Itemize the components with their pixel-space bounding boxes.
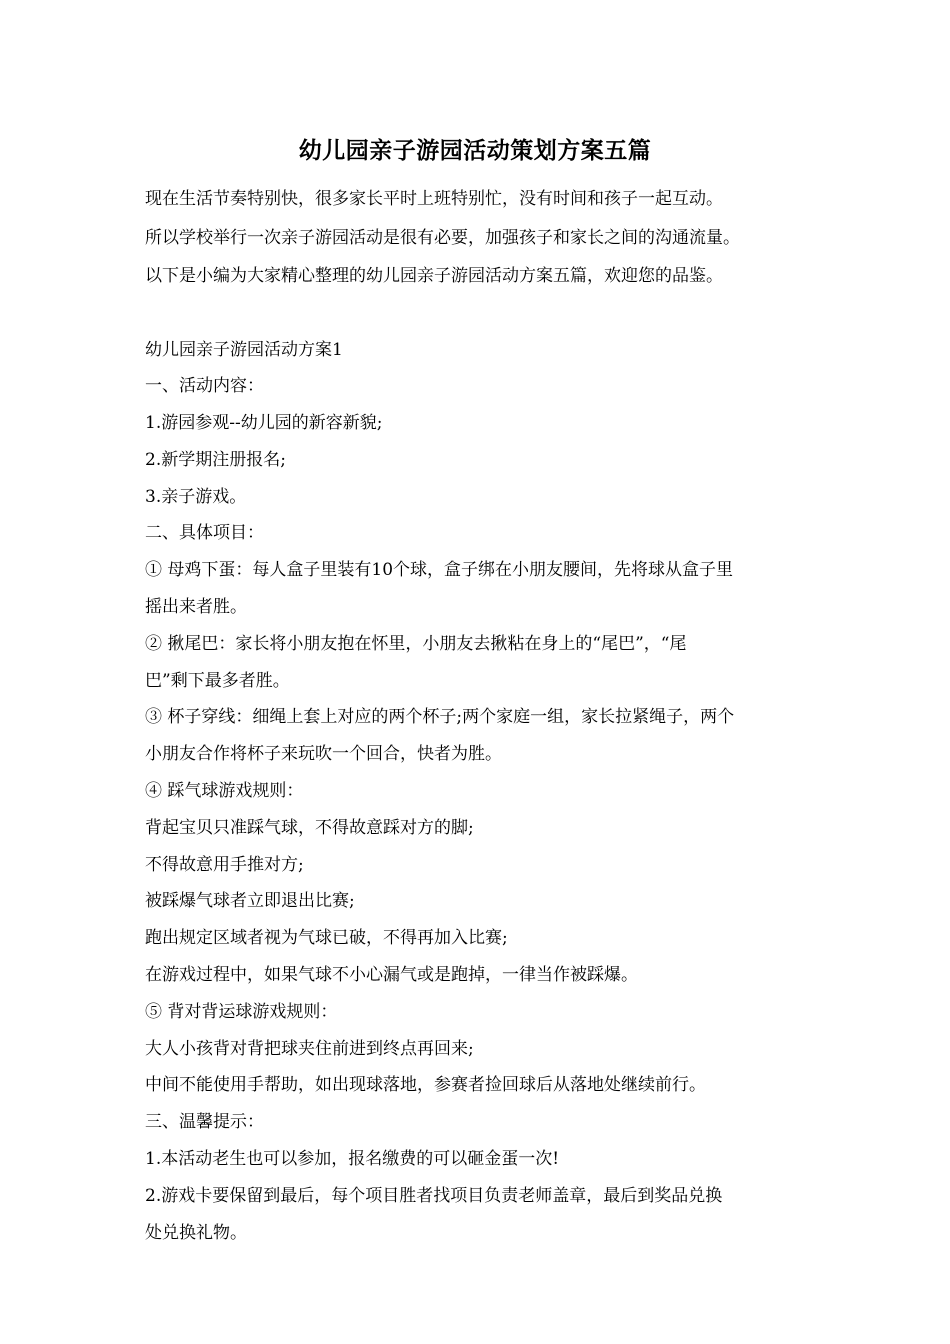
text-line: ④ 踩气球游戏规则： — [145, 781, 304, 802]
text-line: 处兑换礼物。 — [145, 1222, 247, 1243]
text-line: 不得故意用手推对方; — [145, 854, 304, 875]
text-line: ① 母鸡下蛋：每人盒子里装有10个球，盒子绑在小朋友腰间，先将球从盒子里 — [145, 560, 734, 581]
text-line: 2.新学期注册报名; — [145, 449, 286, 470]
text-line: 2.游戏卡要保留到最后，每个项目胜者找项目负责老师盖章，最后到奖品兑换 — [145, 1185, 723, 1206]
text-line: 小朋友合作将杯子来玩吹一个回合，快者为胜。 — [145, 744, 502, 765]
subheading: 一、活动内容： — [145, 376, 264, 397]
subheading: 二、具体项目： — [145, 523, 264, 544]
intro-line: 现在生活节奏特别快，很多家长平时上班特别忙，没有时间和孩子一起互动。 — [145, 189, 723, 209]
section-heading: 幼儿园亲子游园活动方案1 — [145, 339, 343, 360]
subheading: 三、温馨提示： — [145, 1112, 264, 1133]
document-title: 幼儿园亲子游园活动策划方案五篇 — [298, 137, 652, 164]
intro-line: 以下是小编为大家精心整理的幼儿园亲子游园活动方案五篇，欢迎您的品鉴。 — [145, 266, 723, 286]
text-line: 大人小孩背对背把球夹住前进到终点再回来; — [145, 1038, 474, 1059]
text-line: ② 揪尾巴：家长将小朋友抱在怀里，小朋友去揪粘在身上的“尾巴”，“尾 — [145, 633, 687, 654]
text-line: 中间不能使用手帮助，如出现球落地，参赛者捡回球后从落地处继续前行。 — [145, 1075, 706, 1096]
text-line: 摇出来者胜。 — [145, 597, 247, 618]
text-line: ⑤ 背对背运球游戏规则： — [145, 1001, 338, 1022]
text-line: 背起宝贝只准踩气球，不得故意踩对方的脚; — [145, 817, 474, 838]
text-line: 跑出规定区域者视为气球已破，不得再加入比赛; — [145, 928, 508, 949]
text-line: 巴”剩下最多者胜。 — [145, 670, 290, 691]
text-line: 被踩爆气球者立即退出比赛; — [145, 891, 355, 912]
intro-line: 所以学校举行一次亲子游园活动是很有必要，加强孩子和家长之间的沟通流量。 — [145, 227, 740, 248]
plan-content — [145, 332, 815, 1252]
text-line: 1.游园参观--幼儿园的新容新貌; — [145, 413, 383, 434]
text-line: ③ 杯子穿线：细绳上套上对应的两个杯子;两个家庭一组，家长拉紧绳子，两个 — [145, 707, 735, 728]
text-line: 1.本活动老生也可以参加，报名缴费的可以砸金蛋一次! — [145, 1149, 560, 1170]
intro-paragraph — [145, 180, 815, 296]
document-body — [145, 180, 815, 1251]
text-line: 在游戏过程中，如果气球不小心漏气或是跑掉，一律当作被踩爆。 — [145, 965, 638, 986]
text-line: 3.亲子游戏。 — [145, 486, 247, 507]
